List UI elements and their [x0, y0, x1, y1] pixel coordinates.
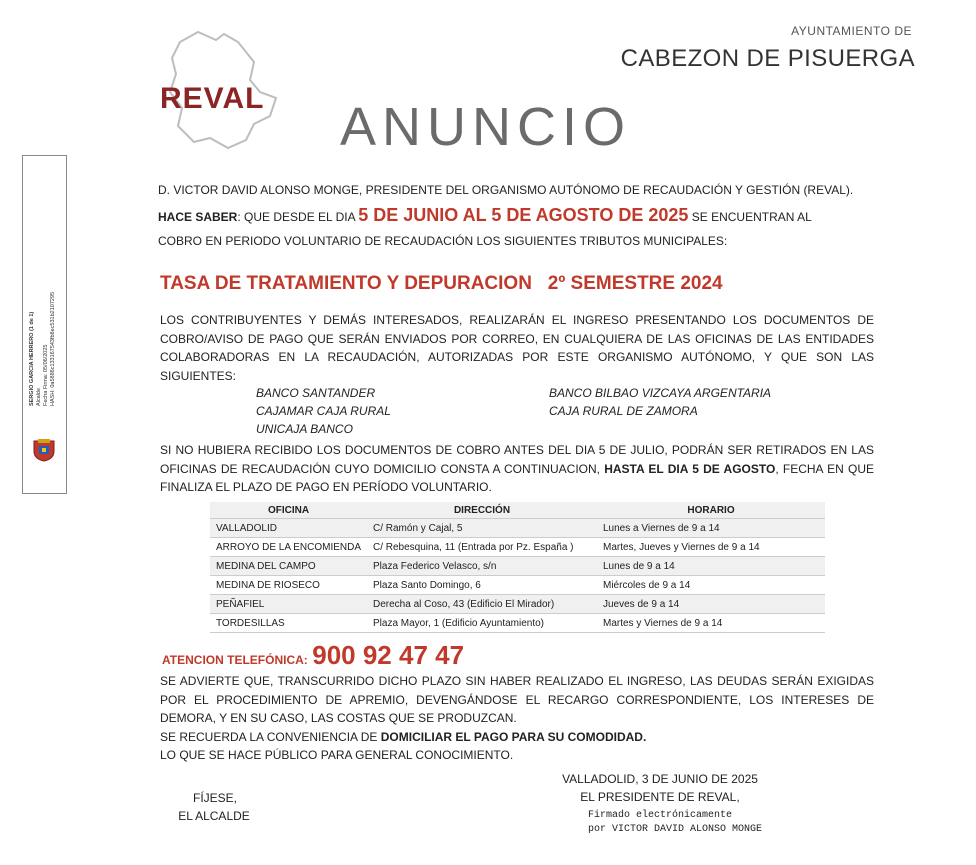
fijese-label: FÍJESE, — [192, 791, 237, 805]
signature-president: EL PRESIDENTE DE REVAL, — [580, 790, 740, 804]
signature-stamp-sidebar — [22, 155, 67, 494]
phone-number: 900 92 47 47 — [312, 640, 465, 670]
office-cell: ARROYO DE LA ENCOMIENDA — [210, 538, 367, 557]
coat-of-arms-icon — [31, 438, 57, 462]
office-cell: PEÑAFIEL — [210, 595, 367, 614]
column-header: OFICINA — [210, 502, 367, 519]
svg-text:REVAL: REVAL — [160, 82, 265, 115]
table-row — [210, 614, 825, 633]
contribuyentes-paragraph: LOS CONTRIBUYENTES Y DEMÁS INTERESADOS, REALIZARÁN EL INGRESO PRESENTANDO LOS DOCUMENTOS DE COBRO/AVISO DE PAGO QUE SERÁN ENVIADOS POR CORREO, EN CUALQUIERA DE LAS OFICINAS DE LAS ENTIDADES COLABORADORAS EN LA RECAUDACIÓN, AUTORIZADAS POR ESTE ORGANISMO AUTÓNOMO, Y QUE SON LAS SIGUIENTES: — [160, 313, 874, 383]
hace-saber-post: SE ENCUENTRAN AL — [688, 210, 812, 224]
banks-right — [549, 384, 771, 420]
address-cell: Plaza Santo Domingo, 6 — [367, 576, 597, 595]
recuerda-line — [160, 728, 874, 747]
schedule-cell: Jueves de 9 a 14 — [597, 595, 825, 614]
ayuntamiento-label: AYUNTAMIENTO DE — [791, 24, 912, 38]
office-cell: VALLADOLID — [210, 519, 367, 538]
table-row — [210, 519, 825, 538]
schedule-cell: Lunes a Viernes de 9 a 14 — [597, 519, 825, 538]
office-cell: TORDESILLAS — [210, 614, 367, 633]
offices-table — [210, 502, 825, 633]
alcalde-label: EL ALCALDE — [178, 809, 250, 823]
schedule-cell: Martes, Jueves y Viernes de 9 a 14 — [597, 538, 825, 557]
signature-date: VALLADOLID, 3 DE JUNIO DE 2025 — [562, 772, 758, 786]
hace-saber-paragraph — [158, 206, 878, 227]
address-cell: C/ Ramón y Cajal, 5 — [367, 519, 597, 538]
stamp-signer: SERGIO GARCIA HERRERO (1 de 1) — [29, 311, 35, 406]
phone-line — [162, 640, 464, 671]
recuerda-bold: DOMICILIAR EL PAGO PARA SU COMODIDAD. — [380, 730, 647, 744]
publico-line: LO QUE SE HACE PÚBLICO PARA GENERAL CONOCIMIENTO. — [160, 748, 514, 762]
intro-paragraph: D. VICTOR DAVID ALONSO MONGE, PRESIDENTE DEL ORGANISMO AUTÓNOMO DE RECAUDACIÓN Y GESTIÓN (REVAL). — [158, 183, 854, 197]
town-name: CABEZON DE PISUERGA — [620, 45, 915, 72]
bank-item: CAJA RURAL DE ZAMORA — [549, 404, 698, 418]
no-recibido-pre: SI NO HUBIERA RECIBIDO LOS DOCUMENTOS DE COBRO ANTES DEL DIA 5 DE JULIO, PODRÁN SER RETIRADOS EN LAS OFICINAS DE RECAUDACIÓN CUYO DOMICILIO CONSTA A CONTINUACION, — [160, 443, 874, 476]
recuerda-pre: SE RECUERDA LA CONVENIENCIA DE — [160, 730, 381, 744]
tax-title: TASA DE TRATAMIENTO Y DEPURACION 2º SEMESTRE 2024 — [160, 273, 723, 294]
no-recibido-deadline: HASTA EL DIA 5 DE AGOSTO — [604, 461, 776, 476]
bank-item: UNICAJA BANCO — [256, 422, 353, 436]
advierte-paragraph: SE ADVIERTE QUE, TRANSCURRIDO DICHO PLAZO SIN HABER REALIZADO EL INGRESO, LAS DEUDAS SERÁN EXIGIDAS POR EL PROCEDIMIENTO DE APREMIO, DEVENGÁNDOSE EL RECARGO CORRESPONDIENTE, LOS INTERESES DE DEMORA, Y EN SU CASO, LAS COSTAS QUE SE PRODUZCAN. — [160, 674, 874, 725]
bank-item: BANCO BILBAO VIZCAYA ARGENTARIA — [549, 386, 772, 400]
bank-item: BANCO SANTANDER — [256, 386, 376, 400]
hace-saber-label: HACE SABER — [158, 210, 238, 224]
no-recibido-post: , FECHA EN QUE FINALIZA EL PLAZO DE PAGO EN PERÍODO VOLUNTARIO. — [160, 461, 874, 494]
schedule-cell: Martes y Viernes de 9 a 14 — [597, 614, 825, 633]
table-row — [210, 576, 825, 595]
bank-item: CAJAMAR CAJA RURAL — [256, 404, 391, 418]
address-cell: C/ Rebesquina, 11 (Entrada por Pz. España ) — [367, 538, 597, 557]
no-recibido-paragraph — [160, 441, 874, 497]
hace-saber-line2: COBRO EN PERIODO VOLUNTARIO DE RECAUDACIÓN LOS SIGUIENTES TRIBUTOS MUNICIPALES: — [158, 234, 728, 248]
column-header: HORARIO — [597, 502, 825, 519]
signature-firmado: Firmado electrónicamente — [587, 810, 733, 821]
stamp-hash: HASH: 0a5886c133167543fb8ec531b2107295 — [50, 291, 56, 406]
reval-logo — [158, 28, 283, 156]
office-cell: MEDINA DEL CAMPO — [210, 557, 367, 576]
table-row — [210, 557, 825, 576]
table-header-row — [210, 502, 825, 519]
page-title: ANUNCIO — [340, 97, 632, 157]
stamp-date: Fecha Firma: 05/06/2025 — [43, 344, 49, 406]
hace-saber-pre: : QUE DESDE EL DIA — [237, 210, 359, 224]
stamp-text — [29, 156, 57, 406]
schedule-cell: Miércoles de 9 a 14 — [597, 576, 825, 595]
phone-label: ATENCION TELEFÓNICA: — [162, 653, 308, 667]
banks-left — [256, 384, 391, 438]
schedule-cell: Lunes de 9 a 14 — [597, 557, 825, 576]
table-row — [210, 538, 825, 557]
address-cell: Derecha al Coso, 43 (Edificio El Mirador) — [367, 595, 597, 614]
column-header: DIRECCIÓN — [367, 502, 597, 519]
stamp-role: Alcalde — [36, 387, 42, 406]
table-row — [210, 595, 825, 614]
signature-por: por VICTOR DAVID ALONSO MONGE — [587, 824, 763, 835]
collection-dates: 5 DE JUNIO AL 5 DE AGOSTO DE 2025 — [358, 205, 689, 225]
address-cell: Plaza Federico Velasco, s/n — [367, 557, 597, 576]
address-cell: Plaza Mayor, 1 (Edificio Ayuntamiento) — [367, 614, 597, 633]
office-cell: MEDINA DE RIOSECO — [210, 576, 367, 595]
